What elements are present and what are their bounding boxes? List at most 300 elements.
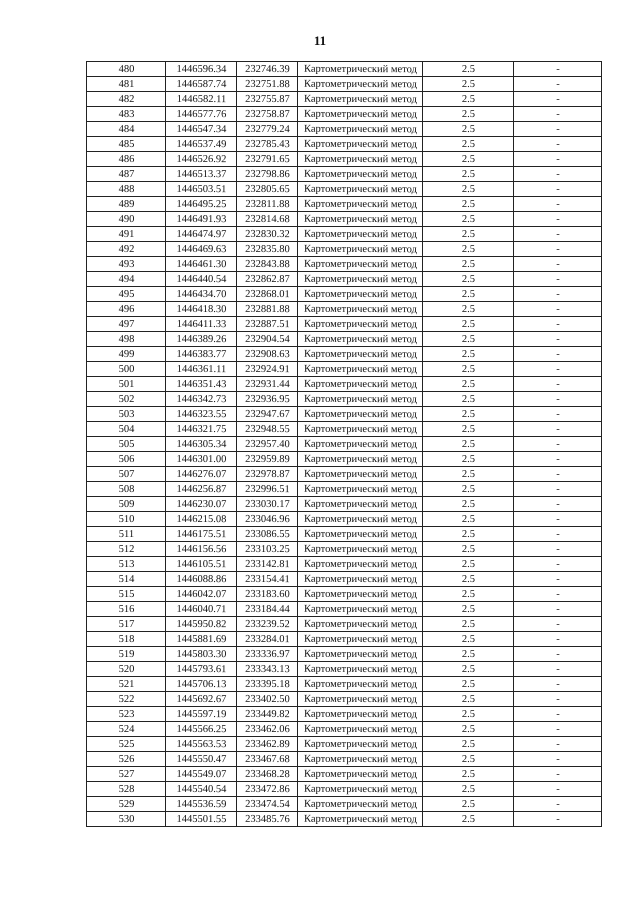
- accuracy-cell: 2.5: [422, 106, 513, 121]
- method-cell: Картометрический метод: [297, 661, 422, 677]
- table-row: [87, 197, 602, 212]
- x-coordinate-cell: 1445706.13: [165, 676, 236, 691]
- page-number: 11: [313, 33, 327, 48]
- method-cell: Картометрический метод: [297, 241, 422, 257]
- x-coordinate-cell: 1445549.07: [165, 766, 236, 781]
- accuracy-cell: 2.5: [422, 646, 513, 661]
- accuracy-cell: 2.5: [422, 721, 513, 736]
- point-number-cell: 519: [86, 646, 165, 661]
- x-coordinate-cell: 1446537.49: [165, 136, 236, 151]
- y-coordinate-cell: 232924.91: [236, 361, 297, 376]
- x-coordinate-cell: 1446418.30: [165, 301, 236, 316]
- point-number-cell: 482: [86, 91, 165, 106]
- method-cell: Картометрический метод: [297, 121, 422, 137]
- table-row: [87, 242, 602, 257]
- y-coordinate-cell: 232791.65: [236, 151, 297, 166]
- accuracy-cell: 2.5: [422, 736, 513, 751]
- y-coordinate-cell: 233239.52: [236, 616, 297, 631]
- method-cell: Картометрический метод: [297, 316, 422, 332]
- y-coordinate-cell: 232904.54: [236, 331, 297, 346]
- note-cell: -: [513, 526, 601, 541]
- x-coordinate-cell: 1446215.08: [165, 511, 236, 526]
- note-cell: -: [513, 286, 601, 301]
- accuracy-cell: 2.5: [422, 256, 513, 271]
- table-row: [87, 587, 602, 602]
- y-coordinate-cell: 232755.87: [236, 91, 297, 106]
- note-cell: -: [513, 661, 601, 676]
- accuracy-cell: 2.5: [422, 541, 513, 556]
- table-row: [87, 572, 602, 587]
- y-coordinate-cell: 233468.28: [236, 766, 297, 781]
- note-cell: -: [513, 751, 601, 766]
- y-coordinate-cell: 233449.82: [236, 706, 297, 721]
- note-cell: -: [513, 361, 601, 376]
- table-row: [87, 257, 602, 272]
- y-coordinate-cell: 232758.87: [236, 106, 297, 121]
- method-cell: Картометрический метод: [297, 631, 422, 647]
- y-coordinate-cell: 233485.76: [236, 811, 297, 826]
- method-cell: Картометрический метод: [297, 646, 422, 662]
- point-number-cell: 513: [86, 556, 165, 571]
- note-cell: -: [513, 121, 601, 136]
- y-coordinate-cell: 232814.68: [236, 211, 297, 226]
- method-cell: Картометрический метод: [297, 421, 422, 437]
- point-number-cell: 480: [86, 61, 165, 76]
- table-row: [87, 62, 602, 77]
- point-number-cell: 487: [86, 166, 165, 181]
- note-cell: -: [513, 631, 601, 646]
- point-number-cell: 489: [86, 196, 165, 211]
- method-cell: Картометрический метод: [297, 676, 422, 692]
- accuracy-cell: 2.5: [422, 241, 513, 256]
- x-coordinate-cell: 1446547.34: [165, 121, 236, 136]
- x-coordinate-cell: 1446305.34: [165, 436, 236, 451]
- point-number-cell: 485: [86, 136, 165, 151]
- method-cell: Картометрический метод: [297, 106, 422, 122]
- y-coordinate-cell: 232805.65: [236, 181, 297, 196]
- accuracy-cell: 2.5: [422, 616, 513, 631]
- y-coordinate-cell: 232779.24: [236, 121, 297, 136]
- x-coordinate-cell: 1446491.93: [165, 211, 236, 226]
- accuracy-cell: 2.5: [422, 661, 513, 676]
- point-number-cell: 529: [86, 796, 165, 811]
- table-row: [87, 272, 602, 287]
- x-coordinate-cell: 1446276.07: [165, 466, 236, 481]
- note-cell: -: [513, 451, 601, 466]
- table-row: [87, 617, 602, 632]
- method-cell: Картометрический метод: [297, 736, 422, 752]
- note-cell: -: [513, 691, 601, 706]
- method-cell: Картометрический метод: [297, 136, 422, 152]
- method-cell: Картометрический метод: [297, 361, 422, 377]
- method-cell: Картометрический метод: [297, 61, 422, 77]
- note-cell: -: [513, 571, 601, 586]
- y-coordinate-cell: 232959.89: [236, 451, 297, 466]
- point-number-cell: 520: [86, 661, 165, 676]
- y-coordinate-cell: 233462.06: [236, 721, 297, 736]
- accuracy-cell: 2.5: [422, 271, 513, 286]
- note-cell: -: [513, 541, 601, 556]
- y-coordinate-cell: 232947.67: [236, 406, 297, 421]
- y-coordinate-cell: 232751.88: [236, 76, 297, 91]
- note-cell: -: [513, 796, 601, 811]
- y-coordinate-cell: 232881.88: [236, 301, 297, 316]
- note-cell: -: [513, 391, 601, 406]
- note-cell: -: [513, 226, 601, 241]
- method-cell: Картометрический метод: [297, 526, 422, 542]
- point-number-cell: 505: [86, 436, 165, 451]
- y-coordinate-cell: 232746.39: [236, 61, 297, 76]
- table-row: [87, 737, 602, 752]
- point-number-cell: 498: [86, 331, 165, 346]
- accuracy-cell: 2.5: [422, 316, 513, 331]
- note-cell: -: [513, 676, 601, 691]
- note-cell: -: [513, 556, 601, 571]
- method-cell: Картометрический метод: [297, 766, 422, 782]
- y-coordinate-cell: 233474.54: [236, 796, 297, 811]
- note-cell: -: [513, 331, 601, 346]
- method-cell: Картометрический метод: [297, 91, 422, 107]
- accuracy-cell: 2.5: [422, 781, 513, 796]
- x-coordinate-cell: 1445563.53: [165, 736, 236, 751]
- table-row: [87, 557, 602, 572]
- y-coordinate-cell: 232908.63: [236, 346, 297, 361]
- table-row: [87, 92, 602, 107]
- accuracy-cell: 2.5: [422, 676, 513, 691]
- table-row: [87, 707, 602, 722]
- point-number-cell: 499: [86, 346, 165, 361]
- method-cell: Картометрический метод: [297, 556, 422, 572]
- y-coordinate-cell: 232835.80: [236, 241, 297, 256]
- point-number-cell: 493: [86, 256, 165, 271]
- table-row: [87, 512, 602, 527]
- point-number-cell: 507: [86, 466, 165, 481]
- y-coordinate-cell: 233395.18: [236, 676, 297, 691]
- note-cell: -: [513, 811, 601, 826]
- method-cell: Картометрический метод: [297, 541, 422, 557]
- x-coordinate-cell: 1446582.11: [165, 91, 236, 106]
- note-cell: -: [513, 181, 601, 196]
- x-coordinate-cell: 1446230.07: [165, 496, 236, 511]
- accuracy-cell: 2.5: [422, 346, 513, 361]
- table-row: [87, 212, 602, 227]
- table-row: [87, 647, 602, 662]
- y-coordinate-cell: 232978.87: [236, 466, 297, 481]
- method-cell: Картометрический метод: [297, 601, 422, 617]
- point-number-cell: 515: [86, 586, 165, 601]
- accuracy-cell: 2.5: [422, 601, 513, 616]
- method-cell: Картометрический метод: [297, 466, 422, 482]
- table-row: [87, 497, 602, 512]
- x-coordinate-cell: 1446301.00: [165, 451, 236, 466]
- point-number-cell: 523: [86, 706, 165, 721]
- x-coordinate-cell: 1446495.25: [165, 196, 236, 211]
- point-number-cell: 501: [86, 376, 165, 391]
- point-number-cell: 512: [86, 541, 165, 556]
- accuracy-cell: 2.5: [422, 91, 513, 106]
- note-cell: -: [513, 271, 601, 286]
- method-cell: Картометрический метод: [297, 166, 422, 182]
- point-number-cell: 508: [86, 481, 165, 496]
- accuracy-cell: 2.5: [422, 421, 513, 436]
- x-coordinate-cell: 1446526.92: [165, 151, 236, 166]
- y-coordinate-cell: 233462.89: [236, 736, 297, 751]
- note-cell: -: [513, 481, 601, 496]
- method-cell: Картометрический метод: [297, 226, 422, 242]
- accuracy-cell: 2.5: [422, 586, 513, 601]
- x-coordinate-cell: 1446474.97: [165, 226, 236, 241]
- x-coordinate-cell: 1446513.37: [165, 166, 236, 181]
- accuracy-cell: 2.5: [422, 151, 513, 166]
- point-number-cell: 521: [86, 676, 165, 691]
- table-row: [87, 182, 602, 197]
- point-number-cell: 500: [86, 361, 165, 376]
- table-row: [87, 662, 602, 677]
- note-cell: -: [513, 616, 601, 631]
- accuracy-cell: 2.5: [422, 691, 513, 706]
- y-coordinate-cell: 233472.86: [236, 781, 297, 796]
- accuracy-cell: 2.5: [422, 226, 513, 241]
- point-number-cell: 510: [86, 511, 165, 526]
- note-cell: -: [513, 241, 601, 256]
- y-coordinate-cell: 233086.55: [236, 526, 297, 541]
- point-number-cell: 526: [86, 751, 165, 766]
- y-coordinate-cell: 232843.88: [236, 256, 297, 271]
- point-number-cell: 504: [86, 421, 165, 436]
- point-number-cell: 524: [86, 721, 165, 736]
- table-row: [87, 767, 602, 782]
- x-coordinate-cell: 1446389.26: [165, 331, 236, 346]
- method-cell: Картометрический метод: [297, 256, 422, 272]
- table-row: [87, 782, 602, 797]
- note-cell: -: [513, 721, 601, 736]
- note-cell: -: [513, 466, 601, 481]
- y-coordinate-cell: 232931.44: [236, 376, 297, 391]
- table-row: [87, 812, 602, 827]
- point-number-cell: 496: [86, 301, 165, 316]
- point-number-cell: 481: [86, 76, 165, 91]
- point-number-cell: 509: [86, 496, 165, 511]
- table-row: [87, 392, 602, 407]
- accuracy-cell: 2.5: [422, 301, 513, 316]
- table-row: [87, 317, 602, 332]
- method-cell: Картометрический метод: [297, 346, 422, 362]
- method-cell: Картометрический метод: [297, 196, 422, 212]
- x-coordinate-cell: 1446323.55: [165, 406, 236, 421]
- point-number-cell: 518: [86, 631, 165, 646]
- note-cell: -: [513, 376, 601, 391]
- table-row: [87, 527, 602, 542]
- x-coordinate-cell: 1446156.56: [165, 541, 236, 556]
- note-cell: -: [513, 196, 601, 211]
- accuracy-cell: 2.5: [422, 496, 513, 511]
- x-coordinate-cell: 1446469.63: [165, 241, 236, 256]
- x-coordinate-cell: 1446411.33: [165, 316, 236, 331]
- point-number-cell: 486: [86, 151, 165, 166]
- method-cell: Картометрический метод: [297, 406, 422, 422]
- point-number-cell: 492: [86, 241, 165, 256]
- y-coordinate-cell: 233402.50: [236, 691, 297, 706]
- method-cell: Картометрический метод: [297, 781, 422, 797]
- table-row: [87, 677, 602, 692]
- accuracy-cell: 2.5: [422, 571, 513, 586]
- y-coordinate-cell: 233046.96: [236, 511, 297, 526]
- note-cell: -: [513, 406, 601, 421]
- method-cell: Картометрический метод: [297, 511, 422, 527]
- method-cell: Картометрический метод: [297, 751, 422, 767]
- x-coordinate-cell: 1445550.47: [165, 751, 236, 766]
- y-coordinate-cell: 232830.32: [236, 226, 297, 241]
- x-coordinate-cell: 1446351.43: [165, 376, 236, 391]
- method-cell: Картометрический метод: [297, 616, 422, 632]
- table-row: [87, 692, 602, 707]
- table-row: [87, 722, 602, 737]
- y-coordinate-cell: 233336.97: [236, 646, 297, 661]
- table-row: [87, 632, 602, 647]
- point-number-cell: 488: [86, 181, 165, 196]
- point-number-cell: 483: [86, 106, 165, 121]
- note-cell: -: [513, 136, 601, 151]
- note-cell: -: [513, 706, 601, 721]
- y-coordinate-cell: 233184.44: [236, 601, 297, 616]
- table-row: [87, 752, 602, 767]
- x-coordinate-cell: 1446342.73: [165, 391, 236, 406]
- x-coordinate-cell: 1446256.87: [165, 481, 236, 496]
- note-cell: -: [513, 166, 601, 181]
- y-coordinate-cell: 232996.51: [236, 481, 297, 496]
- method-cell: Картометрический метод: [297, 391, 422, 407]
- accuracy-cell: 2.5: [422, 376, 513, 391]
- y-coordinate-cell: 233183.60: [236, 586, 297, 601]
- point-number-cell: 502: [86, 391, 165, 406]
- note-cell: -: [513, 301, 601, 316]
- x-coordinate-cell: 1445803.30: [165, 646, 236, 661]
- x-coordinate-cell: 1446321.75: [165, 421, 236, 436]
- y-coordinate-cell: 233284.01: [236, 631, 297, 646]
- accuracy-cell: 2.5: [422, 286, 513, 301]
- note-cell: -: [513, 511, 601, 526]
- x-coordinate-cell: 1445501.55: [165, 811, 236, 826]
- x-coordinate-cell: 1446577.76: [165, 106, 236, 121]
- point-number-cell: 527: [86, 766, 165, 781]
- y-coordinate-cell: 233103.25: [236, 541, 297, 556]
- table-row: [87, 602, 602, 617]
- y-coordinate-cell: 232936.95: [236, 391, 297, 406]
- method-cell: Картометрический метод: [297, 436, 422, 452]
- note-cell: -: [513, 346, 601, 361]
- accuracy-cell: 2.5: [422, 481, 513, 496]
- accuracy-cell: 2.5: [422, 526, 513, 541]
- y-coordinate-cell: 233154.41: [236, 571, 297, 586]
- accuracy-cell: 2.5: [422, 121, 513, 136]
- x-coordinate-cell: 1446088.86: [165, 571, 236, 586]
- accuracy-cell: 2.5: [422, 511, 513, 526]
- table-row: [87, 302, 602, 317]
- x-coordinate-cell: 1446461.30: [165, 256, 236, 271]
- method-cell: Картометрический метод: [297, 301, 422, 317]
- accuracy-cell: 2.5: [422, 556, 513, 571]
- note-cell: -: [513, 61, 601, 76]
- table-row: [87, 437, 602, 452]
- table-row: [87, 287, 602, 302]
- point-number-cell: 495: [86, 286, 165, 301]
- x-coordinate-cell: 1445566.25: [165, 721, 236, 736]
- point-number-cell: 516: [86, 601, 165, 616]
- table-row: [87, 332, 602, 347]
- note-cell: -: [513, 211, 601, 226]
- method-cell: Картометрический метод: [297, 376, 422, 392]
- table-row: [87, 377, 602, 392]
- method-cell: Картометрический метод: [297, 811, 422, 827]
- accuracy-cell: 2.5: [422, 451, 513, 466]
- y-coordinate-cell: 232785.43: [236, 136, 297, 151]
- accuracy-cell: 2.5: [422, 631, 513, 646]
- table-row: [87, 167, 602, 182]
- table-row: [87, 152, 602, 167]
- x-coordinate-cell: 1446361.11: [165, 361, 236, 376]
- accuracy-cell: 2.5: [422, 136, 513, 151]
- x-coordinate-cell: 1446440.54: [165, 271, 236, 286]
- method-cell: Картометрический метод: [297, 181, 422, 197]
- method-cell: Картометрический метод: [297, 481, 422, 497]
- accuracy-cell: 2.5: [422, 751, 513, 766]
- point-number-cell: 490: [86, 211, 165, 226]
- table-row: [87, 482, 602, 497]
- table-row: [87, 347, 602, 362]
- method-cell: Картометрический метод: [297, 286, 422, 302]
- accuracy-cell: 2.5: [422, 181, 513, 196]
- accuracy-cell: 2.5: [422, 436, 513, 451]
- accuracy-cell: 2.5: [422, 211, 513, 226]
- y-coordinate-cell: 232948.55: [236, 421, 297, 436]
- x-coordinate-cell: 1446434.70: [165, 286, 236, 301]
- table-row: [87, 452, 602, 467]
- accuracy-cell: 2.5: [422, 391, 513, 406]
- accuracy-cell: 2.5: [422, 76, 513, 91]
- method-cell: Картометрический метод: [297, 796, 422, 812]
- table-row: [87, 407, 602, 422]
- note-cell: -: [513, 436, 601, 451]
- x-coordinate-cell: 1445881.69: [165, 631, 236, 646]
- y-coordinate-cell: 232887.51: [236, 316, 297, 331]
- accuracy-cell: 2.5: [422, 166, 513, 181]
- method-cell: Картометрический метод: [297, 331, 422, 347]
- note-cell: -: [513, 151, 601, 166]
- coordinates-table: [86, 61, 602, 827]
- coordinates-table-body: [87, 62, 602, 827]
- method-cell: Картометрический метод: [297, 496, 422, 512]
- method-cell: Картометрический метод: [297, 706, 422, 722]
- point-number-cell: 517: [86, 616, 165, 631]
- point-number-cell: 503: [86, 406, 165, 421]
- x-coordinate-cell: 1445597.19: [165, 706, 236, 721]
- y-coordinate-cell: 232862.87: [236, 271, 297, 286]
- note-cell: -: [513, 736, 601, 751]
- x-coordinate-cell: 1446105.51: [165, 556, 236, 571]
- table-row: [87, 467, 602, 482]
- x-coordinate-cell: 1446040.71: [165, 601, 236, 616]
- accuracy-cell: 2.5: [422, 361, 513, 376]
- method-cell: Картометрический метод: [297, 211, 422, 227]
- point-number-cell: 525: [86, 736, 165, 751]
- note-cell: -: [513, 781, 601, 796]
- x-coordinate-cell: 1446503.51: [165, 181, 236, 196]
- point-number-cell: 514: [86, 571, 165, 586]
- point-number-cell: 528: [86, 781, 165, 796]
- method-cell: Картометрический метод: [297, 451, 422, 467]
- x-coordinate-cell: 1445536.59: [165, 796, 236, 811]
- note-cell: -: [513, 256, 601, 271]
